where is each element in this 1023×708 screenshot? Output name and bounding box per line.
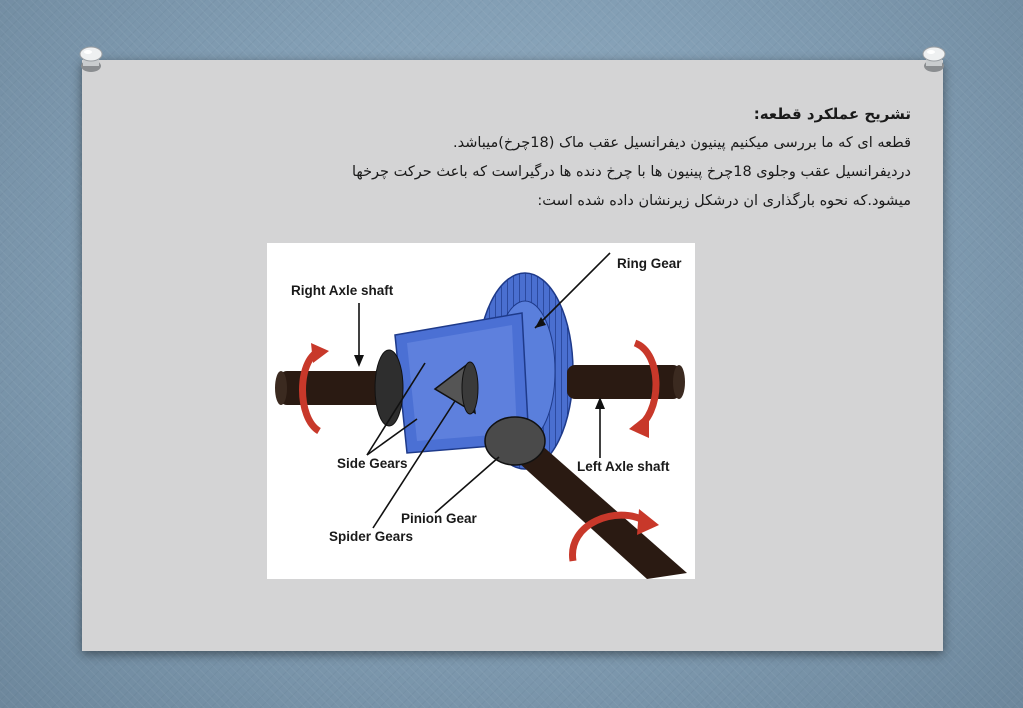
- label-side-gears: Side Gears: [337, 456, 408, 471]
- label-pinion-gear: Pinion Gear: [401, 511, 477, 526]
- side-gear: [375, 350, 403, 426]
- label-spider-gears: Spider Gears: [329, 529, 414, 544]
- label-ring-gear: Ring Gear: [617, 256, 682, 271]
- slide-text: [271, 100, 911, 216]
- pushpin-icon: [71, 40, 111, 80]
- label-left-axle-shaft: Left Axle shaft: [577, 459, 670, 474]
- pinion-gear: [485, 417, 545, 465]
- slide-line: قطعه ای که ما بررسی میکنیم پینیون دیفرانسیل عقب ماک (18چرخ)میباشد.: [452, 135, 911, 151]
- pushpin-icon: [914, 40, 954, 80]
- slide-line: میشود.که نحوه بارگذاری ان درشکل زیرنشان داده شده است:: [537, 193, 911, 209]
- slide-line: دردیفرانسیل عقب وجلوی 18چرخ پینیون ها با چرخ دنده ها درگیراست که باعث حرکت چرخها: [351, 164, 911, 180]
- left-axle-shaft: [567, 365, 681, 399]
- label-right-axle-shaft: Right Axle shaft: [291, 283, 394, 298]
- slide-heading: تشریح عملکرد قطعه:: [753, 105, 911, 123]
- differential-diagram: [267, 243, 695, 579]
